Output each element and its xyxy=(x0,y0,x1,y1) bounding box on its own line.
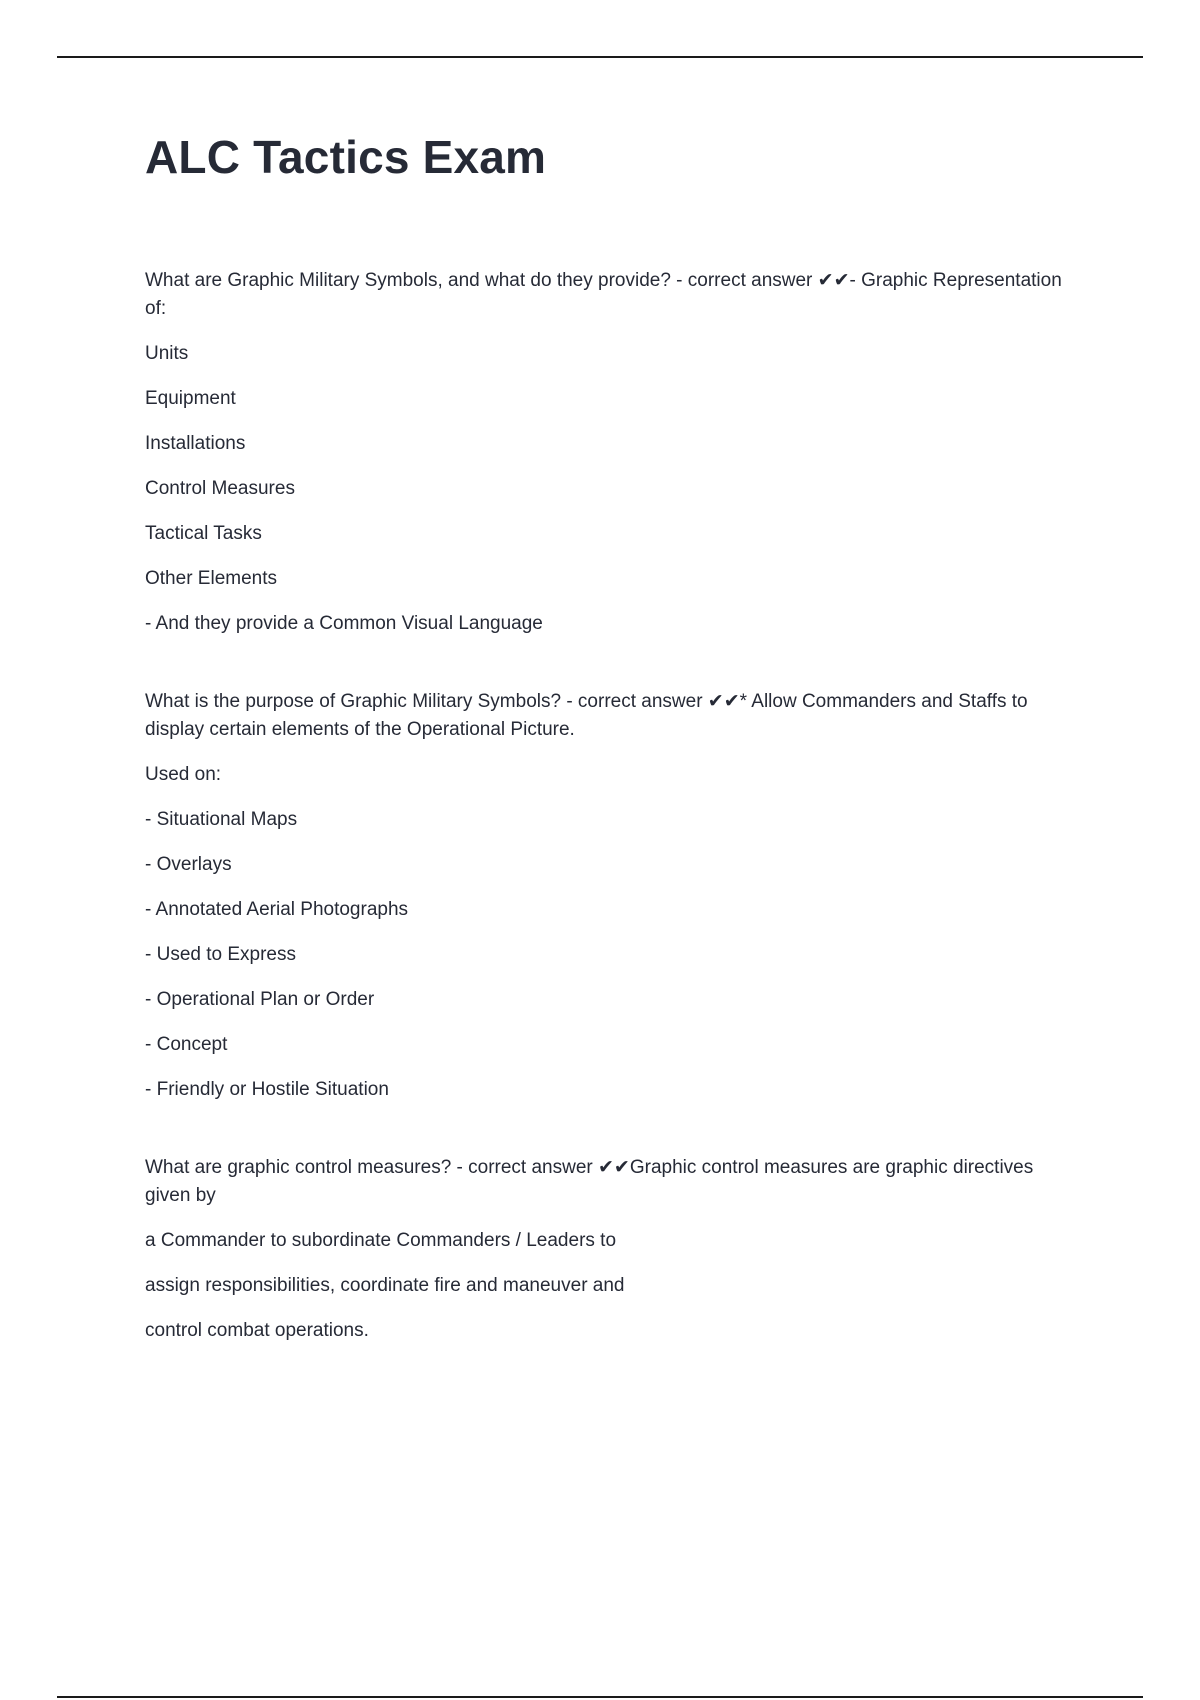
answer-line: Equipment xyxy=(145,388,236,410)
answer-line: - Operational Plan or Order xyxy=(145,989,375,1011)
answer-line: - Used to Express xyxy=(145,944,296,966)
question-text: What are Graphic Military Symbols, and what do they provide? - correct answer ✔✔- Graphic Representation of: xyxy=(145,270,1062,320)
answer-line: - Overlays xyxy=(145,854,232,876)
question-text: What are graphic control measures? - correct answer ✔✔Graphic control measures are graphic directives given by xyxy=(145,1157,1034,1207)
answer-line: Installations xyxy=(145,433,246,455)
answer-line: - Annotated Aerial Photographs xyxy=(145,899,409,921)
question-text: What is the purpose of Graphic Military Symbols? - correct answer ✔✔* Allow Commanders and Staffs to display certain elements of the Operational Picture. xyxy=(145,691,1028,741)
answer-line: Used on: xyxy=(145,764,222,786)
qa-block xyxy=(145,688,1080,1104)
answer-line: a Commander to subordinate Commanders / Leaders to xyxy=(145,1230,617,1252)
answer-line: Other Elements xyxy=(145,568,277,590)
answer-line: Tactical Tasks xyxy=(145,523,262,545)
answer-line: Control Measures xyxy=(145,478,295,500)
page-title: ALC Tactics Exam xyxy=(145,131,547,183)
qa-block xyxy=(145,267,1080,638)
answer-line: control combat operations. xyxy=(145,1320,369,1342)
answer-line: - Friendly or Hostile Situation xyxy=(145,1079,389,1101)
top-rule xyxy=(57,56,1143,58)
bottom-rule xyxy=(57,1696,1143,1698)
document-body xyxy=(145,130,1080,1362)
answer-line: assign responsibilities, coordinate fire and maneuver and xyxy=(145,1275,625,1297)
answer-line: - Concept xyxy=(145,1034,228,1056)
answer-line: - Situational Maps xyxy=(145,809,298,831)
qa-block xyxy=(145,1154,1080,1345)
answer-line: - And they provide a Common Visual Language xyxy=(145,613,543,635)
answer-line: Units xyxy=(145,343,189,365)
